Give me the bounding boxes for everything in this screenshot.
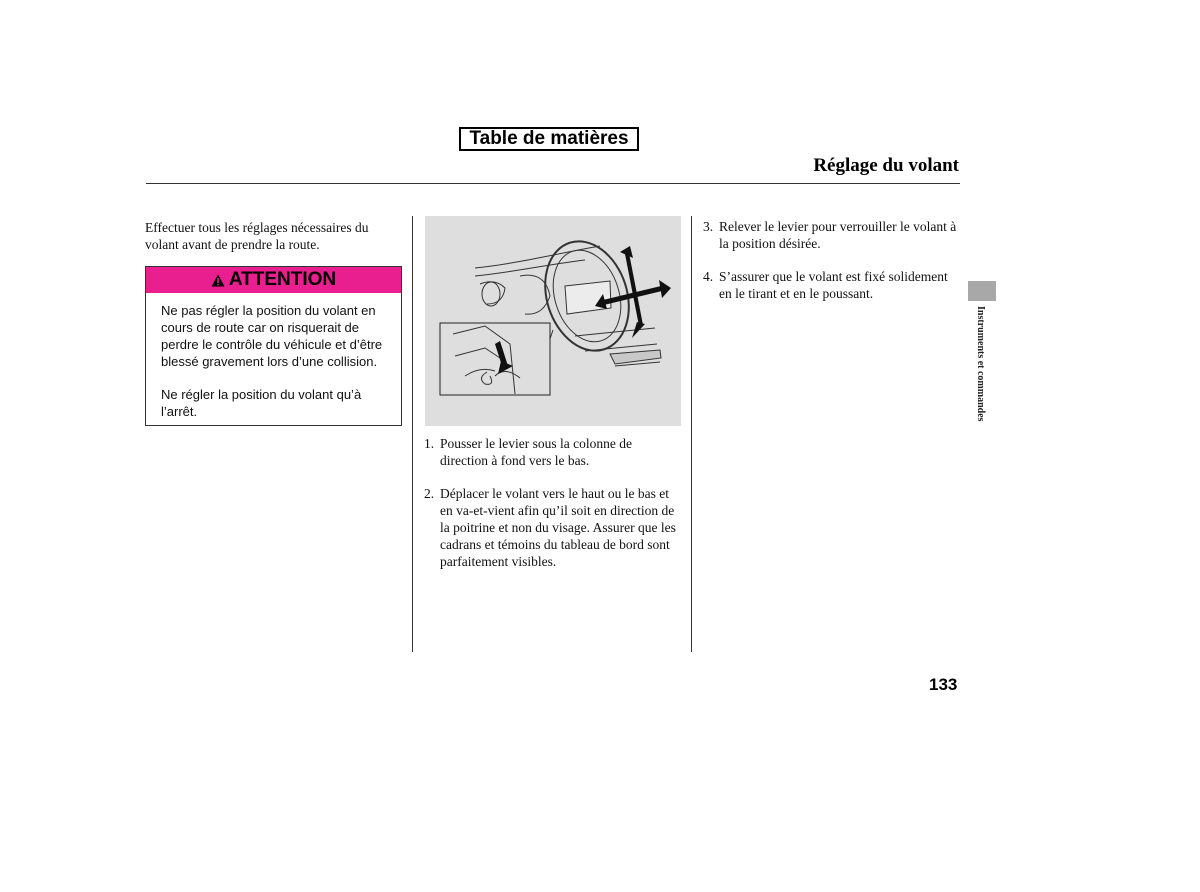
- steering-wheel-illustration: [425, 216, 681, 426]
- step-text: Relever le levier pour verrouiller le volant à la position désirée.: [719, 219, 957, 251]
- step-item: [424, 435, 682, 469]
- intro-text: Effectuer tous les réglages nécessaires du volant avant de prendre la route.: [145, 220, 369, 252]
- attention-paragraph: Ne pas régler la position du volant en cours de route car on risquerait de perdre le contrôle du véhicule et d’être blessé gravement lors d’une collision.: [161, 303, 383, 369]
- attention-paragraph: Ne régler la position du volant qu’à l’arrêt.: [161, 387, 362, 419]
- warning-icon: [211, 274, 225, 287]
- attention-label: ATTENTION: [228, 269, 337, 290]
- steering-adjustment-diagram: [425, 216, 681, 426]
- page-title: Réglage du volant: [813, 155, 959, 176]
- attention-box: [145, 266, 402, 426]
- steps-column-middle: [424, 435, 682, 586]
- page-number: 133: [929, 675, 958, 694]
- step-text: Pousser le levier sous la colonne de direction à fond vers le bas.: [440, 436, 632, 468]
- attention-header: [146, 267, 401, 293]
- step-number: 2.: [424, 486, 435, 501]
- step-number: 1.: [424, 436, 435, 451]
- step-item: [703, 268, 961, 302]
- table-of-contents-button[interactable]: Table de matières: [459, 127, 639, 151]
- step-number: 3.: [703, 219, 714, 234]
- section-tab[interactable]: [968, 281, 996, 301]
- step-item: [424, 485, 682, 570]
- column-divider: [691, 216, 692, 652]
- steps-column-right: [703, 218, 961, 318]
- attention-body: [161, 302, 391, 436]
- step-item: [703, 218, 961, 252]
- step-number: 4.: [703, 269, 714, 284]
- header-divider: [146, 183, 960, 184]
- column-divider: [412, 216, 413, 652]
- section-tab-label: Instruments et commandes: [975, 306, 986, 422]
- step-text: S’assurer que le volant est fixé solidement en le tirant et en le poussant.: [719, 269, 948, 301]
- step-text: Déplacer le volant vers le haut ou le bas et en va-et-vient afin qu’il soit en direction de la poitrine et non du visage. Assurer que les cadrans et témoins du tableau de bord sont parfaitement visibles.: [440, 486, 676, 569]
